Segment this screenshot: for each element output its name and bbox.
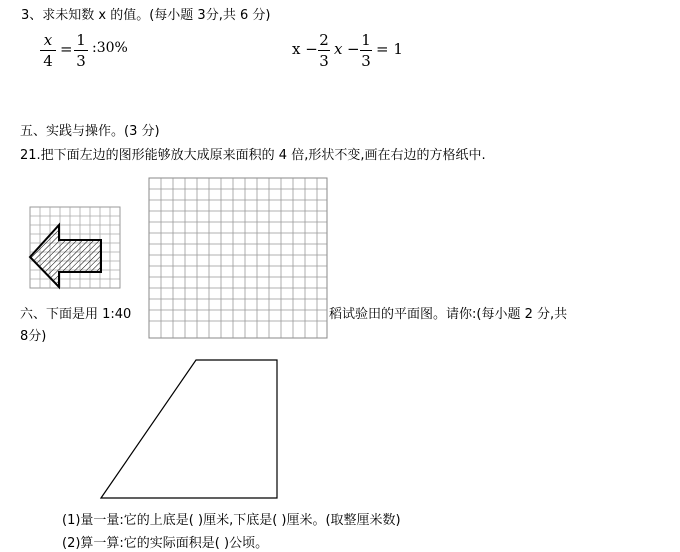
question-2-area: (2)算一算:它的实际面积是( )公顷。 bbox=[62, 536, 269, 551]
fraction-x-over-4: x 4 bbox=[40, 31, 56, 70]
question-3-title: 3、求未知数 x 的值。(每小题 3分,共 6 分) bbox=[21, 8, 271, 23]
large-grid-paper bbox=[149, 178, 327, 338]
equals-sign: = bbox=[60, 40, 73, 58]
section-5-title: 五、实践与操作。(3 分) bbox=[20, 124, 160, 139]
equation-2-minus: − bbox=[347, 40, 360, 58]
fraction-1-over-3: 1 3 bbox=[74, 31, 88, 70]
fraction-1-over-3-b: 1 3 bbox=[361, 31, 371, 70]
equation-2-tail: = 1 bbox=[376, 40, 403, 58]
fraction-2-over-3: 2 3 bbox=[319, 31, 329, 70]
question-1-measure: (1)量一量:它的上底是( )厘米,下底是( )厘米。(取整厘米数) bbox=[62, 513, 401, 528]
section-6-line2: 8分) bbox=[20, 329, 47, 344]
ratio-tail: :30% bbox=[92, 40, 128, 56]
section-6-line1-left: 六、下面是用 1:40 bbox=[20, 307, 132, 322]
question-21-text: 21.把下面左边的图形能够放大成原来面积的 4 倍,形状不变,画在右边的方格纸中. bbox=[20, 148, 486, 163]
equation-2-lead: x − bbox=[292, 40, 318, 58]
section-6-line1-right: 稻试验田的平面图。请你:(每小题 2 分,共 bbox=[329, 307, 568, 322]
trapezoid-plan bbox=[101, 360, 277, 498]
equation-2-variable: x bbox=[334, 40, 343, 58]
